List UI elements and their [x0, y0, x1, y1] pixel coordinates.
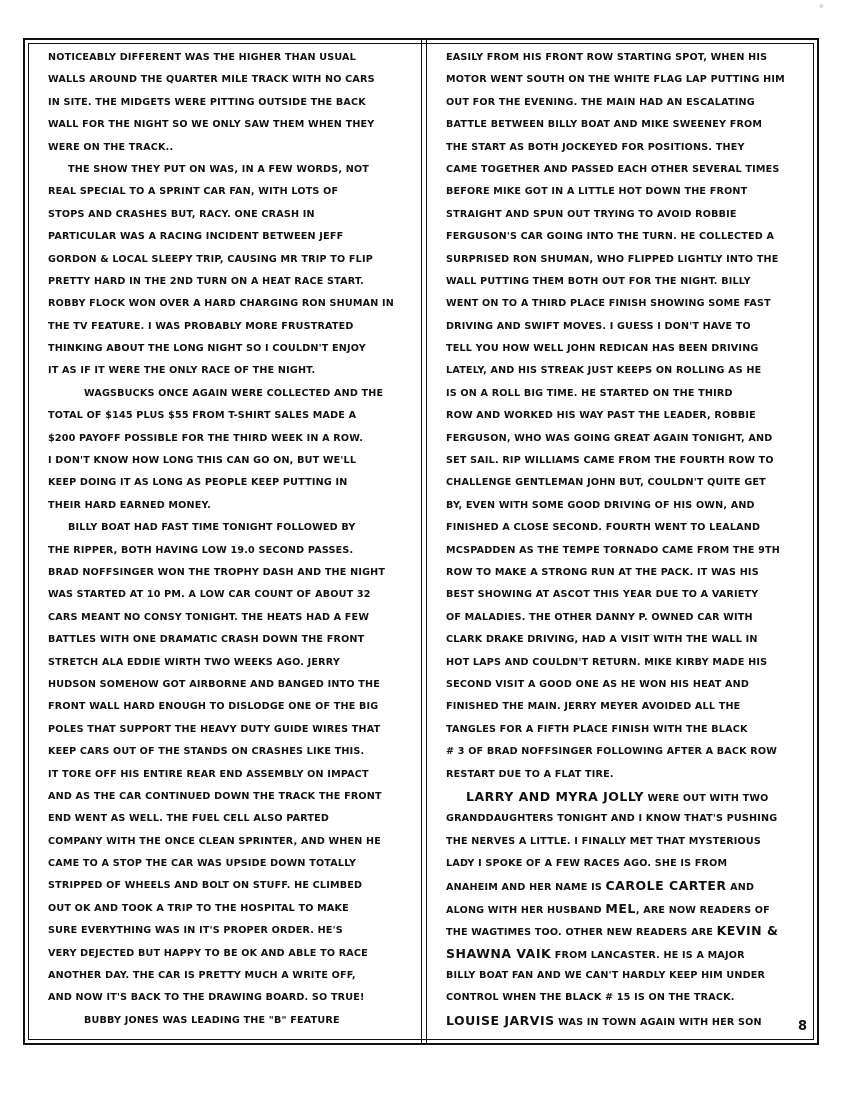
- text-line: BILLY BOAT HAD FAST TIME TONIGHT FOLLOWED BY: [68, 522, 356, 534]
- page-number: 8: [798, 1019, 808, 1034]
- text-line: AND AS THE CAR CONTINUED DOWN THE TRACK THE FRONT: [48, 790, 382, 802]
- text-line: THEIR HARD EARNED MONEY.: [48, 499, 211, 511]
- text-line: $200 PAYOFF POSSIBLE FOR THE THIRD WEEK IN A ROW.: [48, 432, 364, 444]
- text-line: ROBBY FLOCK WON OVER A HARD CHARGING RON SHUMAN IN: [48, 298, 394, 310]
- text-line: END WENT AS WELL. THE FUEL CELL ALSO PARTED: [48, 813, 330, 825]
- text-line: THE START AS BOTH JOCKEYED FOR POSITIONS. THEY: [446, 141, 745, 153]
- text-line: THE TV FEATURE. I WAS PROBABLY MORE FRUSTRATED: [48, 320, 354, 332]
- text-line: LATELY, AND HIS STREAK JUST KEEPS ON ROLLING AS HE: [446, 365, 762, 377]
- text-line: IT AS IF IT WERE THE ONLY RACE OF THE NIGHT.: [48, 365, 316, 377]
- text-line: FRONT WALL HARD ENOUGH TO DISLODGE ONE OF THE BIG: [48, 701, 379, 713]
- name-louise-jarvis: LOUISE JARVIS: [446, 1012, 555, 1028]
- text-line: OUT FOR THE EVENING. THE MAIN HAD AN ESCALATING: [446, 96, 755, 108]
- text-line: PRETTY HARD IN THE 2ND TURN ON A HEAT RACE START.: [48, 275, 365, 287]
- text-line: LADY I SPOKE OF A FEW RACES AGO. SHE IS FROM: [446, 858, 728, 870]
- left-column: [48, 47, 404, 1032]
- text-line: BATTLE BETWEEN BILLY BOAT AND MIKE SWEENEY FROM: [446, 119, 763, 131]
- text-line: STRIPPED OF WHEELS AND BOLT ON STUFF. HE CLIMBED: [48, 880, 363, 892]
- text-line: THE NERVES A LITTLE. I FINALLY MET THAT MYSTERIOUS: [446, 835, 762, 847]
- text-line: WALL FOR THE NIGHT SO WE ONLY SAW THEM WHEN THEY: [48, 119, 375, 131]
- text-line: CAME TOGETHER AND PASSED EACH OTHER SEVERAL TIMES: [446, 163, 780, 175]
- text-line: LOUISE JARVIS WAS IN TOWN AGAIN WITH HER SON: [446, 1012, 762, 1028]
- text-line: IN SITE. THE MIDGETS WERE PITTING OUTSIDE THE BACK: [48, 96, 366, 108]
- text-line: OUT OK AND TOOK A TRIP TO THE HOSPITAL TO MAKE: [48, 902, 349, 914]
- text-line: RESTART DUE TO A FLAT TIRE.: [446, 768, 614, 780]
- text-line: AND NOW IT'S BACK TO THE DRAWING BOARD. SO TRUE!: [48, 992, 365, 1004]
- text-line: STOPS AND CRASHES BUT, RACY. ONE CRASH IN: [48, 208, 315, 220]
- text-line: REAL SPECIAL TO A SPRINT CAR FAN, WITH LOTS OF: [48, 186, 339, 198]
- text-line: MOTOR WENT SOUTH ON THE WHITE FLAG LAP PUTTING HIM: [446, 74, 785, 86]
- text-line: BEST SHOWING AT ASCOT THIS YEAR DUE TO A VARIETY: [446, 589, 759, 601]
- text-line: KEEP DOING IT AS LONG AS PEOPLE KEEP PUTTING IN: [48, 477, 348, 489]
- text-line: CAME TO A STOP THE CAR WAS UPSIDE DOWN TOTALLY: [48, 858, 357, 870]
- text-line: FERGUSON, WHO WAS GOING GREAT AGAIN TONIGHT, AND: [446, 432, 773, 444]
- text-line: THE SHOW THEY PUT ON WAS, IN A FEW WORDS, NOT: [68, 163, 370, 175]
- text-line: HUDSON SOMEHOW GOT AIRBORNE AND BANGED INTO THE: [48, 678, 380, 690]
- text-line: HOT LAPS AND COULDN'T RETURN. MIKE KIRBY MADE HIS: [446, 656, 768, 668]
- text-line: TANGLES FOR A FIFTH PLACE FINISH WITH THE BLACK: [446, 723, 748, 735]
- text-line: DRIVING AND SWIFT MOVES. I GUESS I DON'T HAVE TO: [446, 320, 751, 332]
- text-line: POLES THAT SUPPORT THE HEAVY DUTY GUIDE WIRES THAT: [48, 723, 381, 735]
- name-larry-myra-jolly: LARRY AND MYRA JOLLY: [466, 788, 644, 804]
- text-line: WERE ON THE TRACK..: [48, 141, 174, 153]
- text-line: IT TORE OFF HIS ENTIRE REAR END ASSEMBLY ON IMPACT: [48, 768, 369, 780]
- text-line: SET SAIL. RIP WILLIAMS CAME FROM THE FOURTH ROW TO: [446, 455, 774, 467]
- text-line: FINISHED THE MAIN. JERRY MEYER AVOIDED ALL THE: [446, 701, 741, 713]
- text-line: BUBBY JONES WAS LEADING THE "B" FEATURE: [84, 1014, 340, 1026]
- text-line: OF MALADIES. THE OTHER DANNY P. OWNED CAR WITH: [446, 611, 753, 623]
- text-line: SURPRISED RON SHUMAN, WHO FLIPPED LIGHTLY INTO THE: [446, 253, 779, 265]
- text-line: FERGUSON'S CAR GOING INTO THE TURN. HE COLLECTED A: [446, 231, 775, 243]
- column-divider-2: [426, 38, 427, 1045]
- text-line: STRAIGHT AND SPUN OUT TRYING TO AVOID ROBBIE: [446, 208, 737, 220]
- text-line: CLARK DRAKE DRIVING, HAD A VISIT WITH THE WALL IN: [446, 634, 758, 646]
- text-line: BATTLES WITH ONE DRAMATIC CRASH DOWN THE FRONT: [48, 634, 365, 646]
- text-line: THE RIPPER, BOTH HAVING LOW 19.0 SECOND PASSES.: [48, 544, 354, 556]
- text-line: THE WAGTIMES TOO. OTHER NEW READERS ARE KEVIN &: [446, 923, 779, 939]
- text-line: ROW AND WORKED HIS WAY PAST THE LEADER, ROBBIE: [446, 410, 756, 422]
- text-line: SURE EVERYTHING WAS IN IT'S PROPER ORDER. HE'S: [48, 925, 343, 937]
- text-line: KEEP CARS OUT OF THE STANDS ON CRASHES LIKE THIS.: [48, 746, 365, 758]
- name-mel: MEL: [605, 900, 636, 916]
- text-line: MCSPADDEN AS THE TEMPE TORNADO CAME FROM THE 9TH: [446, 544, 781, 556]
- text-line: WALLS AROUND THE QUARTER MILE TRACK WITH NO CARS: [48, 74, 375, 86]
- text-line: WAGSBUCKS ONCE AGAIN WERE COLLECTED AND THE: [84, 387, 384, 399]
- text-line: CHALLENGE GENTLEMAN JOHN BUT, COULDN'T QUITE GET: [446, 477, 766, 489]
- text-line: # 3 OF BRAD NOFFSINGER FOLLOWING AFTER A BACK ROW: [446, 746, 778, 758]
- text-line: SHAWNA VAIK FROM LANCASTER. HE IS A MAJOR: [446, 945, 745, 961]
- text-line: BY, EVEN WITH SOME GOOD DRIVING OF HIS OWN, AND: [446, 499, 755, 511]
- text-line: I DON'T KNOW HOW LONG THIS CAN GO ON, BUT WE'LL: [48, 455, 357, 467]
- text-line: GORDON & LOCAL SLEEPY TRIP, CAUSING MR TRIP TO FLIP: [48, 253, 373, 265]
- name-kevin: KEVIN &: [716, 923, 779, 939]
- text-line: ANOTHER DAY. THE CAR IS PRETTY MUCH A WRITE OFF,: [48, 970, 356, 982]
- text-line: TOTAL OF $145 PLUS $55 FROM T-SHIRT SALES MADE A: [48, 410, 357, 422]
- name-shawna-vaik: SHAWNA VAIK: [446, 945, 552, 961]
- text-line: ANAHEIM AND HER NAME IS CAROLE CARTER AND: [446, 878, 755, 894]
- text-line: EASILY FROM HIS FRONT ROW STARTING SPOT, WHEN HIS: [446, 52, 768, 63]
- text-line: ROW TO MAKE A STRONG RUN AT THE PACK. IT WAS HIS: [446, 566, 759, 578]
- text-line: PARTICULAR WAS A RACING INCIDENT BETWEEN JEFF: [48, 231, 344, 243]
- text-line: IS ON A ROLL BIG TIME. HE STARTED ON THE THIRD: [446, 387, 733, 399]
- text-line: BRAD NOFFSINGER WON THE TROPHY DASH AND THE NIGHT: [48, 566, 386, 578]
- text-line: SECOND VISIT A GOOD ONE AS HE WON HIS HEAT AND: [446, 678, 749, 690]
- text-line: WALL PUTTING THEM BOTH OUT FOR THE NIGHT. BILLY: [446, 275, 751, 287]
- text-line: GRANDDAUGHTERS TONIGHT AND I KNOW THAT'S PUSHING: [446, 813, 778, 825]
- text-line: ALONG WITH HER HUSBAND MEL, ARE NOW READERS OF: [446, 900, 770, 916]
- scan-speck: ✧: [818, 2, 825, 11]
- column-divider: [421, 38, 422, 1045]
- text-line: BILLY BOAT FAN AND WE CAN'T HARDLY KEEP HIM UNDER: [446, 970, 766, 982]
- text-line: WAS STARTED AT 10 PM. A LOW CAR COUNT OF ABOUT 32: [48, 589, 371, 601]
- text-line: NOTICEABLY DIFFERENT WAS THE HIGHER THAN USUAL: [48, 52, 356, 63]
- name-carole-carter: CAROLE CARTER: [605, 878, 727, 894]
- right-column: [446, 47, 792, 1032]
- text-line: THINKING ABOUT THE LONG NIGHT SO I COULDN'T ENJOY: [48, 343, 366, 355]
- text-line: VERY DEJECTED BUT HAPPY TO BE OK AND ABLE TO RACE: [48, 947, 368, 959]
- text-line: BEFORE MIKE GOT IN A LITTLE HOT DOWN THE FRONT: [446, 186, 748, 198]
- text-line: FINISHED A CLOSE SECOND. FOURTH WENT TO LEALAND: [446, 522, 761, 534]
- text-line: LARRY AND MYRA JOLLY WERE OUT WITH TWO: [466, 788, 769, 804]
- text-line: TELL YOU HOW WELL JOHN REDICAN HAS BEEN DRIVING: [446, 343, 759, 355]
- text-line: COMPANY WITH THE ONCE CLEAN SPRINTER, AND WHEN HE: [48, 835, 382, 847]
- text-line: WENT ON TO A THIRD PLACE FINISH SHOWING SOME FAST: [446, 298, 771, 310]
- text-line: CONTROL WHEN THE BLACK # 15 IS ON THE TRACK.: [446, 992, 735, 1004]
- text-line: STRETCH ALA EDDIE WIRTH TWO WEEKS AGO. JERRY: [48, 656, 340, 668]
- text-line: CARS MEANT NO CONSY TONIGHT. THE HEATS HAD A FEW: [48, 611, 370, 623]
